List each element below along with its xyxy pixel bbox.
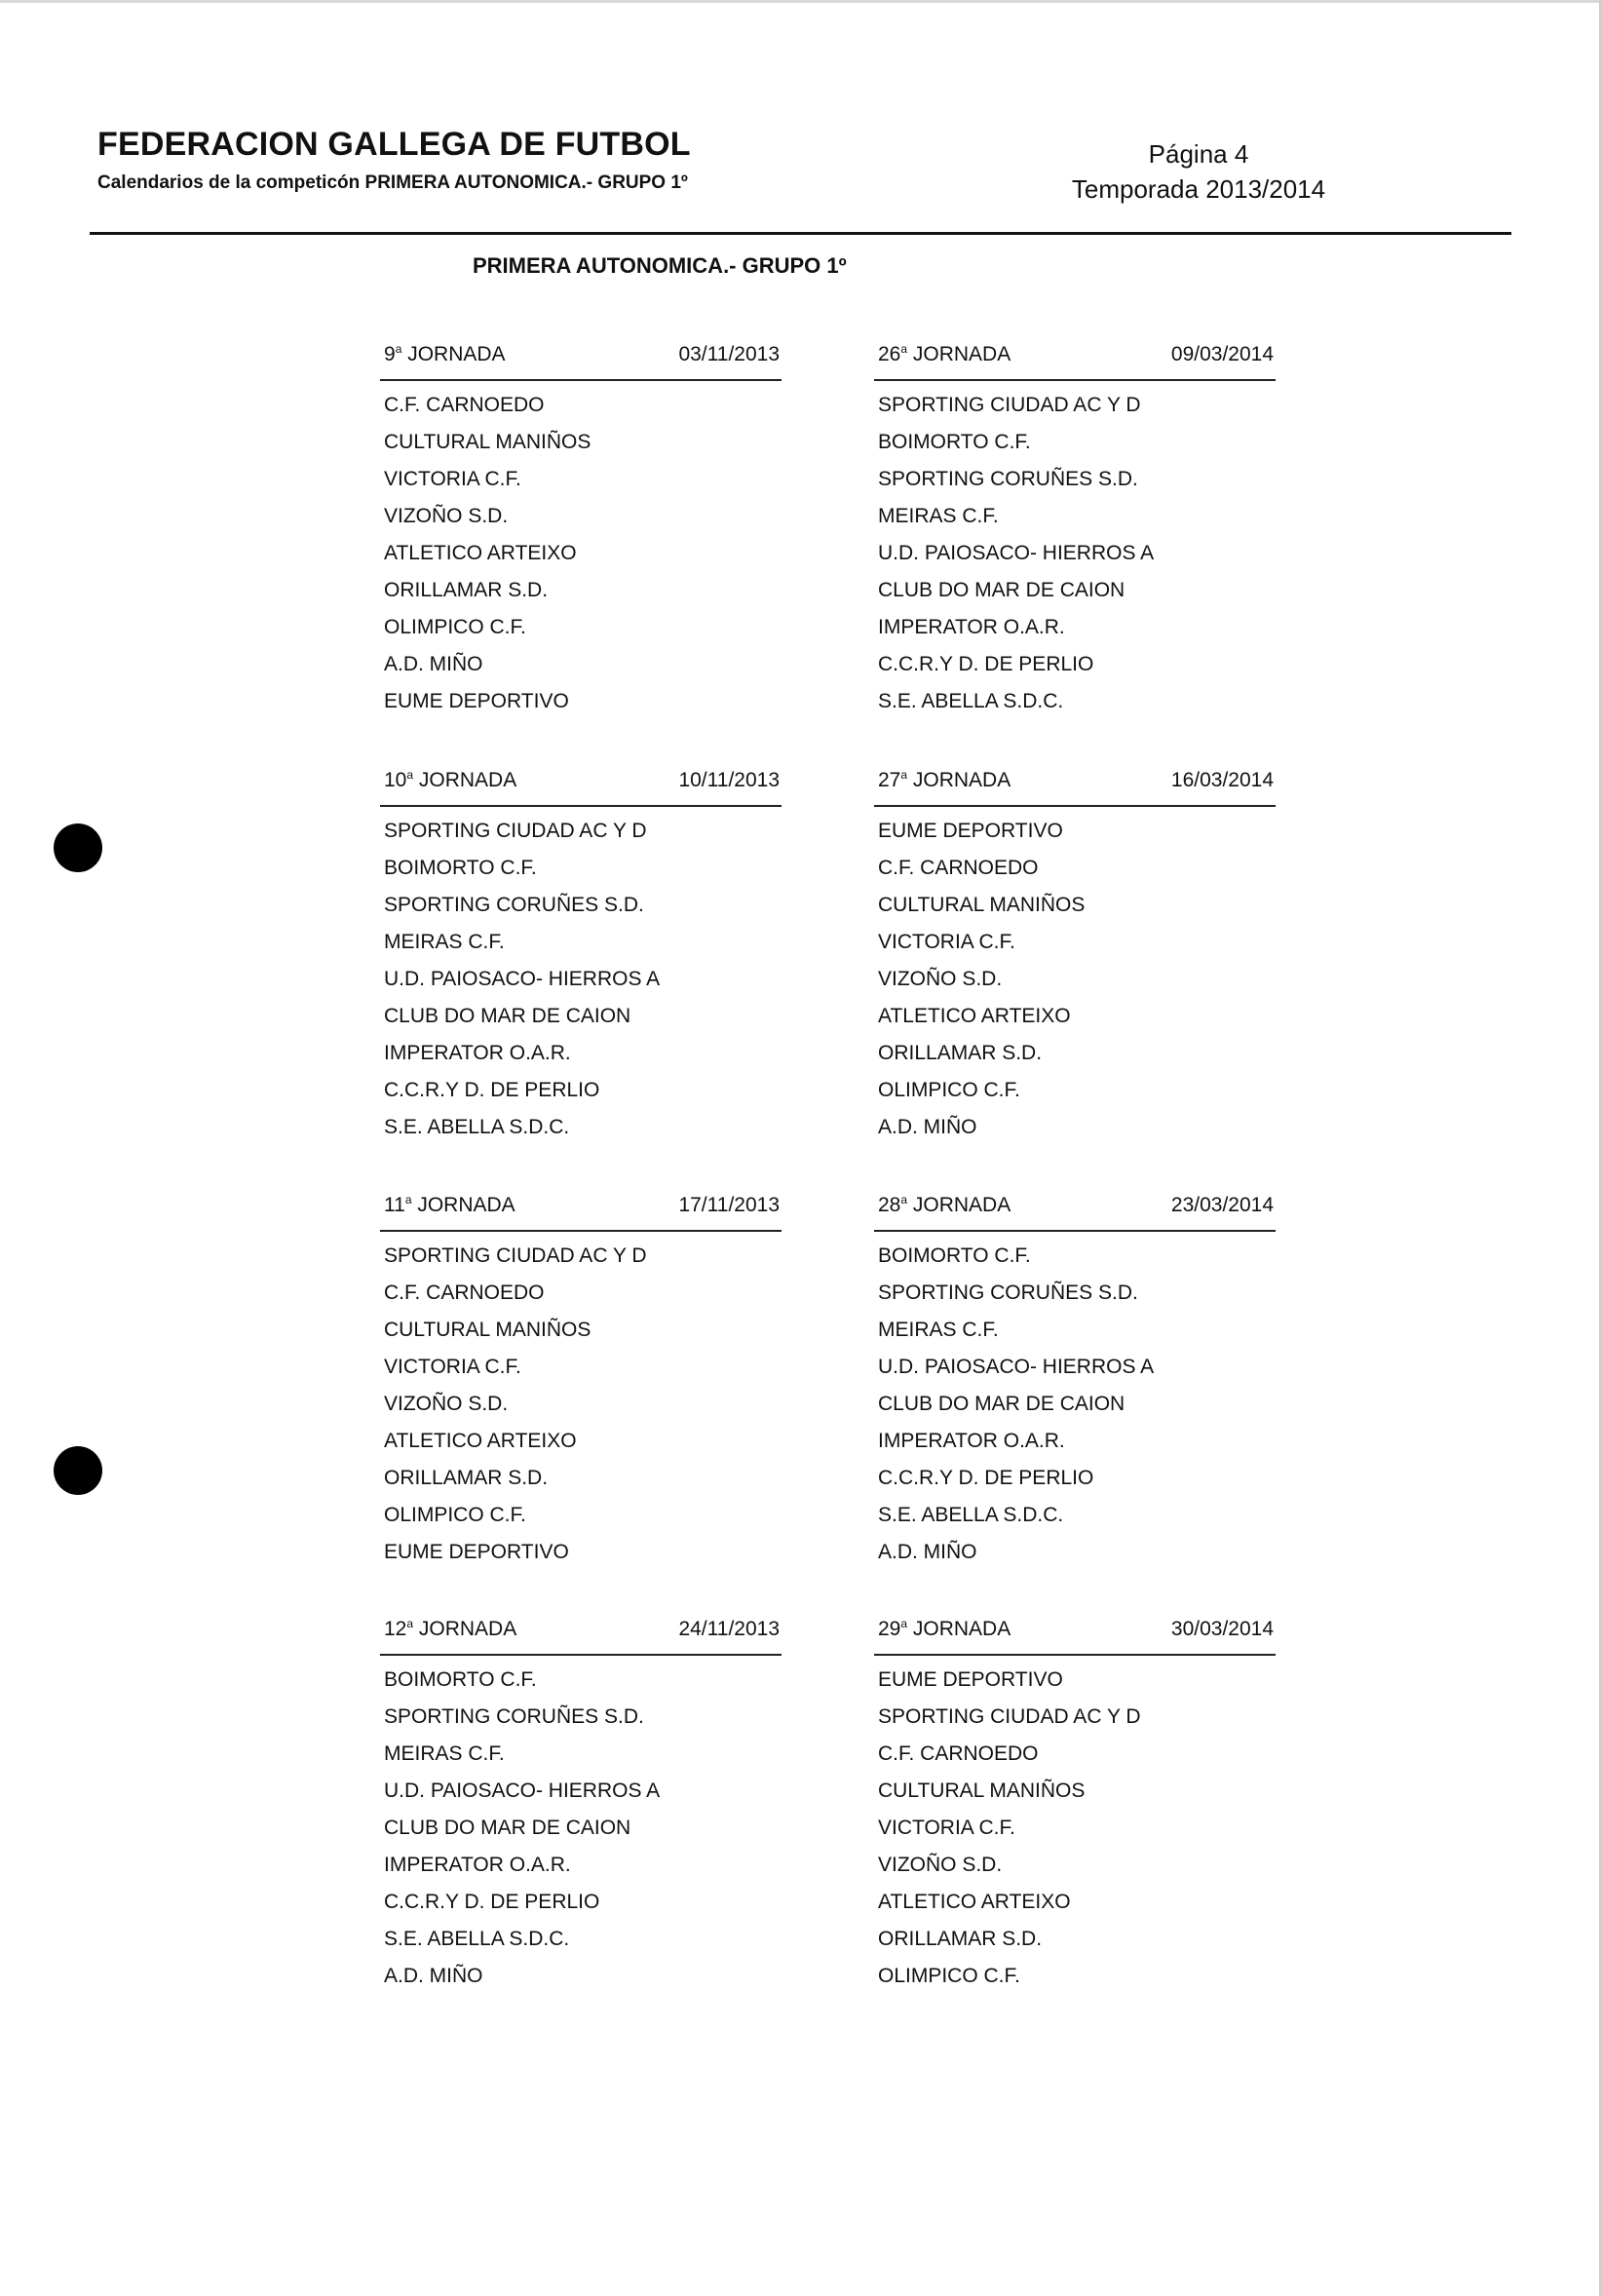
team-name: CULTURAL MANIÑOS xyxy=(384,1319,591,1341)
team-name: BOIMORTO C.F. xyxy=(878,1244,1031,1267)
round-number: 29 xyxy=(878,1618,901,1640)
team-name: C.C.R.Y D. DE PERLIO xyxy=(384,1891,600,1913)
round-ordinal: a xyxy=(900,1193,908,1206)
round-block xyxy=(380,768,782,1146)
team-name: CLUB DO MAR DE CAION xyxy=(384,1817,631,1839)
team-name: S.E. ABELLA S.D.C. xyxy=(384,1116,570,1138)
round-block xyxy=(874,342,1276,720)
round-ordinal: a xyxy=(900,1617,908,1630)
team-name: C.F. CARNOEDO xyxy=(878,1742,1039,1765)
round-date: 16/03/2014 xyxy=(1170,769,1274,791)
team-name: U.D. PAIOSACO- HIERROS A xyxy=(878,1356,1155,1378)
season-label: Temporada 2013/2014 xyxy=(1071,174,1326,204)
round-label: JORNADA xyxy=(907,769,1011,791)
team-name: CULTURAL MANIÑOS xyxy=(384,431,591,453)
team-name: IMPERATOR O.A.R. xyxy=(878,616,1065,638)
team-name: VICTORIA C.F. xyxy=(878,931,1015,953)
team-name: S.E. ABELLA S.D.C. xyxy=(878,1504,1064,1526)
team-name: MEIRAS C.F. xyxy=(384,1742,505,1765)
team-name: EUME DEPORTIVO xyxy=(878,1668,1063,1691)
round-title xyxy=(878,1617,1011,1642)
team-name: SPORTING CIUDAD AC Y D xyxy=(384,1244,647,1267)
team-list xyxy=(874,813,1276,1146)
round-ordinal: a xyxy=(900,768,908,782)
round-number: 9 xyxy=(384,343,396,365)
team-name: SPORTING CORUÑES S.D. xyxy=(384,1705,644,1728)
round-header xyxy=(380,342,782,381)
team-name: VIZOÑO S.D. xyxy=(384,505,509,527)
round-title xyxy=(878,768,1011,793)
round-ordinal: a xyxy=(406,768,414,782)
team-name: C.F. CARNOEDO xyxy=(384,1282,545,1304)
round-date: 24/11/2013 xyxy=(678,1618,780,1640)
team-list xyxy=(380,813,782,1146)
team-name: CLUB DO MAR DE CAION xyxy=(384,1005,631,1027)
team-name: MEIRAS C.F. xyxy=(384,931,505,953)
round-label: JORNADA xyxy=(413,769,517,791)
team-name: BOIMORTO C.F. xyxy=(878,431,1031,453)
round-title xyxy=(878,342,1011,367)
team-name: BOIMORTO C.F. xyxy=(384,1668,537,1691)
round-block xyxy=(874,1617,1276,1995)
team-name: U.D. PAIOSACO- HIERROS A xyxy=(384,968,661,990)
team-name: C.C.R.Y D. DE PERLIO xyxy=(878,1467,1094,1489)
team-name: A.D. MIÑO xyxy=(878,1541,977,1563)
team-name: C.C.R.Y D. DE PERLIO xyxy=(384,1079,600,1101)
team-name: IMPERATOR O.A.R. xyxy=(384,1042,571,1064)
round-number: 11 xyxy=(384,1194,405,1216)
team-list xyxy=(874,1238,1276,1571)
round-number: 27 xyxy=(878,769,901,791)
team-name: EUME DEPORTIVO xyxy=(384,690,569,712)
team-name: EUME DEPORTIVO xyxy=(384,1541,569,1563)
round-block xyxy=(380,1193,782,1571)
team-name: IMPERATOR O.A.R. xyxy=(878,1430,1065,1452)
round-ordinal: a xyxy=(395,342,402,356)
team-list xyxy=(874,387,1276,720)
team-name: VICTORIA C.F. xyxy=(878,1817,1015,1839)
team-name: ATLETICO ARTEIXO xyxy=(878,1005,1071,1027)
team-name: ATLETICO ARTEIXO xyxy=(384,542,577,564)
team-name: ORILLAMAR S.D. xyxy=(878,1928,1043,1950)
competition-subtitle: Calendarios de la competicón PRIMERA AUTONOMICA.- GRUPO 1º xyxy=(97,172,688,193)
document-header-left xyxy=(97,125,691,195)
round-date: 17/11/2013 xyxy=(678,1194,780,1216)
team-name: A.D. MIÑO xyxy=(878,1116,977,1138)
team-name: SPORTING CIUDAD AC Y D xyxy=(384,820,647,842)
team-name: SPORTING CIUDAD AC Y D xyxy=(878,1705,1141,1728)
team-name: C.F. CARNOEDO xyxy=(384,394,545,416)
round-header xyxy=(874,1617,1276,1656)
team-name: SPORTING CIUDAD AC Y D xyxy=(878,394,1141,416)
team-name: OLIMPICO C.F. xyxy=(878,1965,1020,1987)
round-block xyxy=(874,768,1276,1146)
round-date: 30/03/2014 xyxy=(1170,1618,1274,1640)
team-name: OLIMPICO C.F. xyxy=(384,1504,526,1526)
punch-hole-upper xyxy=(54,823,102,872)
round-title xyxy=(384,768,516,793)
round-label: JORNADA xyxy=(907,1618,1011,1640)
team-name: ATLETICO ARTEIXO xyxy=(878,1891,1071,1913)
round-header xyxy=(380,1193,782,1232)
team-name: S.E. ABELLA S.D.C. xyxy=(384,1928,570,1950)
team-name: CLUB DO MAR DE CAION xyxy=(878,579,1125,601)
round-ordinal: a xyxy=(404,1193,412,1206)
team-name: C.F. CARNOEDO xyxy=(878,857,1039,879)
document-header-right xyxy=(1052,138,1345,205)
team-name: C.C.R.Y D. DE PERLIO xyxy=(878,653,1094,675)
team-name: ORILLAMAR S.D. xyxy=(384,1467,549,1489)
round-date: 09/03/2014 xyxy=(1170,343,1274,365)
round-ordinal: a xyxy=(900,342,908,356)
page-number: Página 4 xyxy=(1148,139,1249,169)
team-name: ORILLAMAR S.D. xyxy=(384,579,549,601)
round-block xyxy=(380,1617,782,1995)
team-list xyxy=(380,1662,782,1995)
round-label: JORNADA xyxy=(907,343,1011,365)
round-header xyxy=(874,768,1276,807)
team-name: A.D. MIÑO xyxy=(384,1965,483,1987)
punch-hole-lower xyxy=(54,1446,102,1495)
team-name: IMPERATOR O.A.R. xyxy=(384,1854,571,1876)
round-block xyxy=(874,1193,1276,1571)
team-name: SPORTING CORUÑES S.D. xyxy=(878,468,1138,490)
team-name: SPORTING CORUÑES S.D. xyxy=(878,1282,1138,1304)
round-title xyxy=(878,1193,1011,1218)
round-block xyxy=(380,342,782,720)
team-list xyxy=(380,387,782,720)
team-name: OLIMPICO C.F. xyxy=(878,1079,1020,1101)
team-list xyxy=(380,1238,782,1571)
round-number: 26 xyxy=(878,343,901,365)
round-header xyxy=(380,768,782,807)
round-header xyxy=(380,1617,782,1656)
round-ordinal: a xyxy=(406,1617,414,1630)
round-date: 23/03/2014 xyxy=(1170,1194,1274,1216)
team-name: U.D. PAIOSACO- HIERROS A xyxy=(878,542,1155,564)
team-name: S.E. ABELLA S.D.C. xyxy=(878,690,1064,712)
team-name: MEIRAS C.F. xyxy=(878,505,999,527)
round-date: 03/11/2013 xyxy=(678,343,780,365)
team-name: ORILLAMAR S.D. xyxy=(878,1042,1043,1064)
team-name: BOIMORTO C.F. xyxy=(384,857,537,879)
team-name: VIZOÑO S.D. xyxy=(384,1393,509,1415)
team-name: CULTURAL MANIÑOS xyxy=(878,1779,1086,1802)
page-edge-top xyxy=(0,0,1602,3)
round-title xyxy=(384,342,506,367)
header-divider xyxy=(90,232,1511,235)
round-header xyxy=(874,342,1276,381)
team-name: VICTORIA C.F. xyxy=(384,468,521,490)
round-number: 10 xyxy=(384,769,407,791)
round-label: JORNADA xyxy=(401,343,506,365)
round-header xyxy=(874,1193,1276,1232)
team-name: A.D. MIÑO xyxy=(384,653,483,675)
team-name: CULTURAL MANIÑOS xyxy=(878,894,1086,916)
round-number: 28 xyxy=(878,1194,901,1216)
team-name: VICTORIA C.F. xyxy=(384,1356,521,1378)
round-title xyxy=(384,1193,515,1218)
team-name: VIZOÑO S.D. xyxy=(878,968,1003,990)
round-label: JORNADA xyxy=(907,1194,1011,1216)
round-label: JORNADA xyxy=(411,1194,515,1216)
team-name: ATLETICO ARTEIXO xyxy=(384,1430,577,1452)
team-name: CLUB DO MAR DE CAION xyxy=(878,1393,1125,1415)
team-name: OLIMPICO C.F. xyxy=(384,616,526,638)
team-list xyxy=(874,1662,1276,1995)
round-label: JORNADA xyxy=(413,1618,517,1640)
team-name: MEIRAS C.F. xyxy=(878,1319,999,1341)
team-name: SPORTING CORUÑES S.D. xyxy=(384,894,644,916)
section-title: PRIMERA AUTONOMICA.- GRUPO 1º xyxy=(473,253,847,278)
team-name: VIZOÑO S.D. xyxy=(878,1854,1003,1876)
team-name: EUME DEPORTIVO xyxy=(878,820,1063,842)
team-name: U.D. PAIOSACO- HIERROS A xyxy=(384,1779,661,1802)
organization-title: FEDERACION GALLEGA DE FUTBOL xyxy=(97,126,691,163)
round-title xyxy=(384,1617,516,1642)
round-date: 10/11/2013 xyxy=(678,769,780,791)
round-number: 12 xyxy=(384,1618,407,1640)
